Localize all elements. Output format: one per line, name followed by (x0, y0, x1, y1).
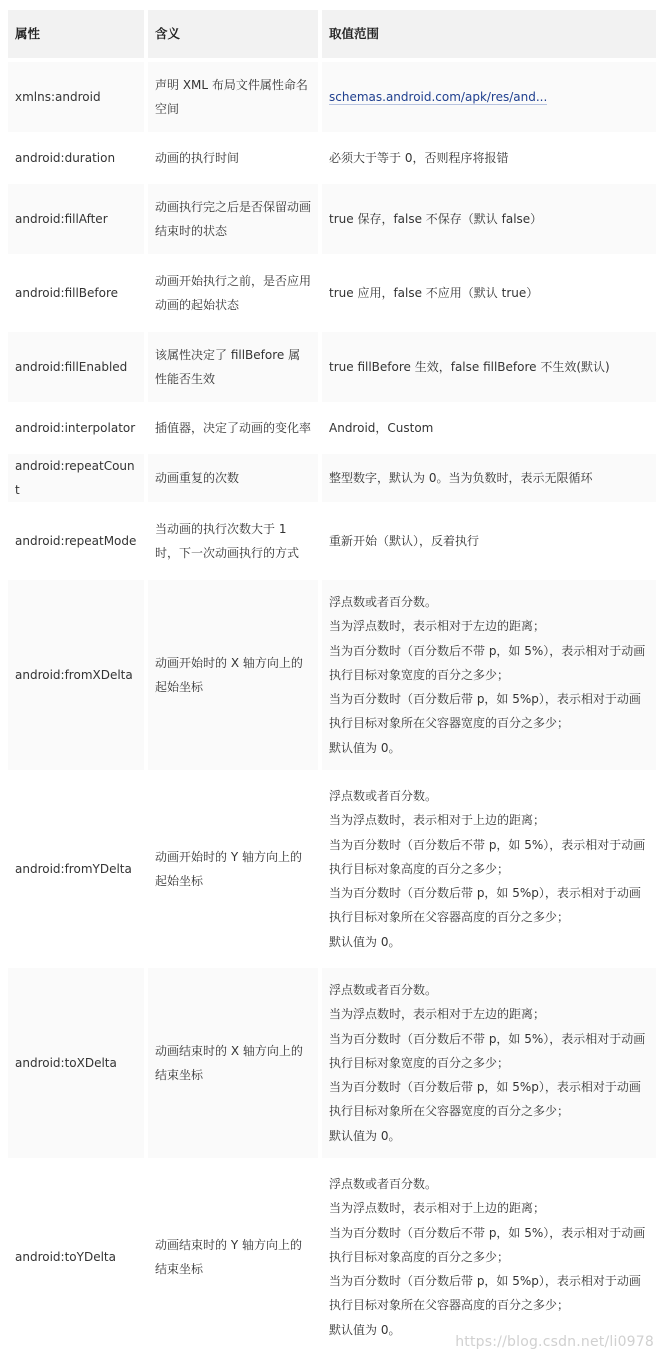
property-cell: xmlns:android (8, 62, 144, 132)
meaning-cell: 插值器，决定了动画的变化率 (144, 406, 318, 450)
range-line: 当为百分数时（百分数后带 p，如 5%p），表示相对于动画执行目标对象所在父容器宽度的百分之多少； (329, 1080, 641, 1119)
meaning-cell: 动画开始执行之前，是否应用动画的起始状态 (144, 258, 318, 328)
table-header-row (8, 10, 656, 58)
range-line: 当为浮点数时，表示相对于左边的距离； (329, 619, 546, 634)
range-cell (318, 774, 656, 964)
range-line: 浮点数或者百分数。 (329, 789, 438, 804)
table-row (8, 62, 656, 132)
range-line: 默认值为 0。 (329, 934, 401, 949)
meaning-cell: 动画开始时的 X 轴方向上的起始坐标 (144, 580, 318, 770)
property-cell: android:toXDelta (8, 968, 144, 1158)
range-line: 当为浮点数时，表示相对于上边的距离； (329, 1201, 546, 1216)
meaning-cell: 当动画的执行次数大于 1 时，下一次动画执行的方式 (144, 506, 318, 576)
range-line: 默认值为 0。 (329, 1128, 401, 1143)
range-line: 当为百分数时（百分数后带 p，如 5%p），表示相对于动画执行目标对象所在父容器宽度的百分之多少； (329, 692, 641, 731)
range-line: 浮点数或者百分数。 (329, 1177, 438, 1192)
range-line: 当为百分数时（百分数后不带 p，如 5%），表示相对于动画执行目标对象宽度的百分之多少； (329, 1031, 646, 1070)
range-cell (318, 1162, 656, 1352)
range-cell: true 保存，false 不保存（默认 false） (318, 184, 656, 254)
table-row (8, 258, 656, 328)
meaning-cell: 动画结束时的 X 轴方向上的结束坐标 (144, 968, 318, 1158)
range-cell: true 应用，false 不应用（默认 true） (318, 258, 656, 328)
meaning-cell: 动画的执行时间 (144, 136, 318, 180)
table-row (8, 136, 656, 180)
header-property: 属性 (8, 10, 144, 58)
range-line: 当为百分数时（百分数后带 p，如 5%p），表示相对于动画执行目标对象所在父容器高度的百分之多少； (329, 1274, 641, 1313)
range-line: 当为百分数时（百分数后不带 p，如 5%），表示相对于动画执行目标对象高度的百分之多少； (329, 837, 646, 876)
header-range: 取值范围 (318, 10, 656, 58)
meaning-cell: 动画开始时的 Y 轴方向上的起始坐标 (144, 774, 318, 964)
meaning-cell: 该属性决定了 fillBefore 属性能否生效 (144, 332, 318, 402)
property-cell: android:toYDelta (8, 1162, 144, 1352)
table-row (8, 454, 656, 502)
range-line: 当为百分数时（百分数后带 p，如 5%p），表示相对于动画执行目标对象所在父容器高度的百分之多少； (329, 886, 641, 925)
range-cell (318, 580, 656, 770)
range-cell: 必须大于等于 0，否则程序将报错 (318, 136, 656, 180)
property-cell: android:fillAfter (8, 184, 144, 254)
table-row (8, 968, 656, 1158)
property-cell: android:repeatCount (8, 454, 144, 502)
range-cell: 重新开始（默认），反着执行 (318, 506, 656, 576)
table-row (8, 332, 656, 402)
range-cell (318, 968, 656, 1158)
watermark: https://blog.csdn.net/li0978 (455, 1334, 654, 1350)
property-cell: android:fillBefore (8, 258, 144, 328)
range-line: 默认值为 0。 (329, 1322, 401, 1337)
header-meaning: 含义 (144, 10, 318, 58)
table-row (8, 406, 656, 450)
meaning-cell: 声明 XML 布局文件属性命名空间 (144, 62, 318, 132)
range-cell: 整型数字，默认为 0。当为负数时，表示无限循环 (318, 454, 656, 502)
range-line: 浮点数或者百分数。 (329, 983, 438, 998)
range-line: 当为百分数时（百分数后不带 p，如 5%），表示相对于动画执行目标对象高度的百分之多少； (329, 1225, 646, 1264)
table-row (8, 506, 656, 576)
meaning-cell: 动画重复的次数 (144, 454, 318, 502)
schema-link[interactable]: schemas.android.com/apk/res/and... (329, 90, 548, 104)
table-row (8, 184, 656, 254)
range-line: 当为百分数时（百分数后不带 p，如 5%），表示相对于动画执行目标对象宽度的百分之多少； (329, 643, 646, 682)
range-cell (318, 62, 656, 132)
meaning-cell: 动画执行完之后是否保留动画结束时的状态 (144, 184, 318, 254)
property-cell: android:fromYDelta (8, 774, 144, 964)
meaning-cell: 动画结束时的 Y 轴方向上的结束坐标 (144, 1162, 318, 1352)
property-cell: android:duration (8, 136, 144, 180)
property-cell: android:interpolator (8, 406, 144, 450)
range-cell: true fillBefore 生效，false fillBefore 不生效(默认) (318, 332, 656, 402)
range-cell: Android，Custom (318, 406, 656, 450)
table-row (8, 1162, 656, 1352)
property-cell: android:repeatMode (8, 506, 144, 576)
range-line: 当为浮点数时，表示相对于左边的距离； (329, 1007, 546, 1022)
table-row (8, 774, 656, 964)
table-row (8, 580, 656, 770)
range-line: 默认值为 0。 (329, 740, 401, 755)
range-line: 当为浮点数时，表示相对于上边的距离； (329, 813, 546, 828)
property-cell: android:fromXDelta (8, 580, 144, 770)
range-line: 浮点数或者百分数。 (329, 595, 438, 610)
attribute-table (8, 6, 656, 1356)
property-cell: android:fillEnabled (8, 332, 144, 402)
